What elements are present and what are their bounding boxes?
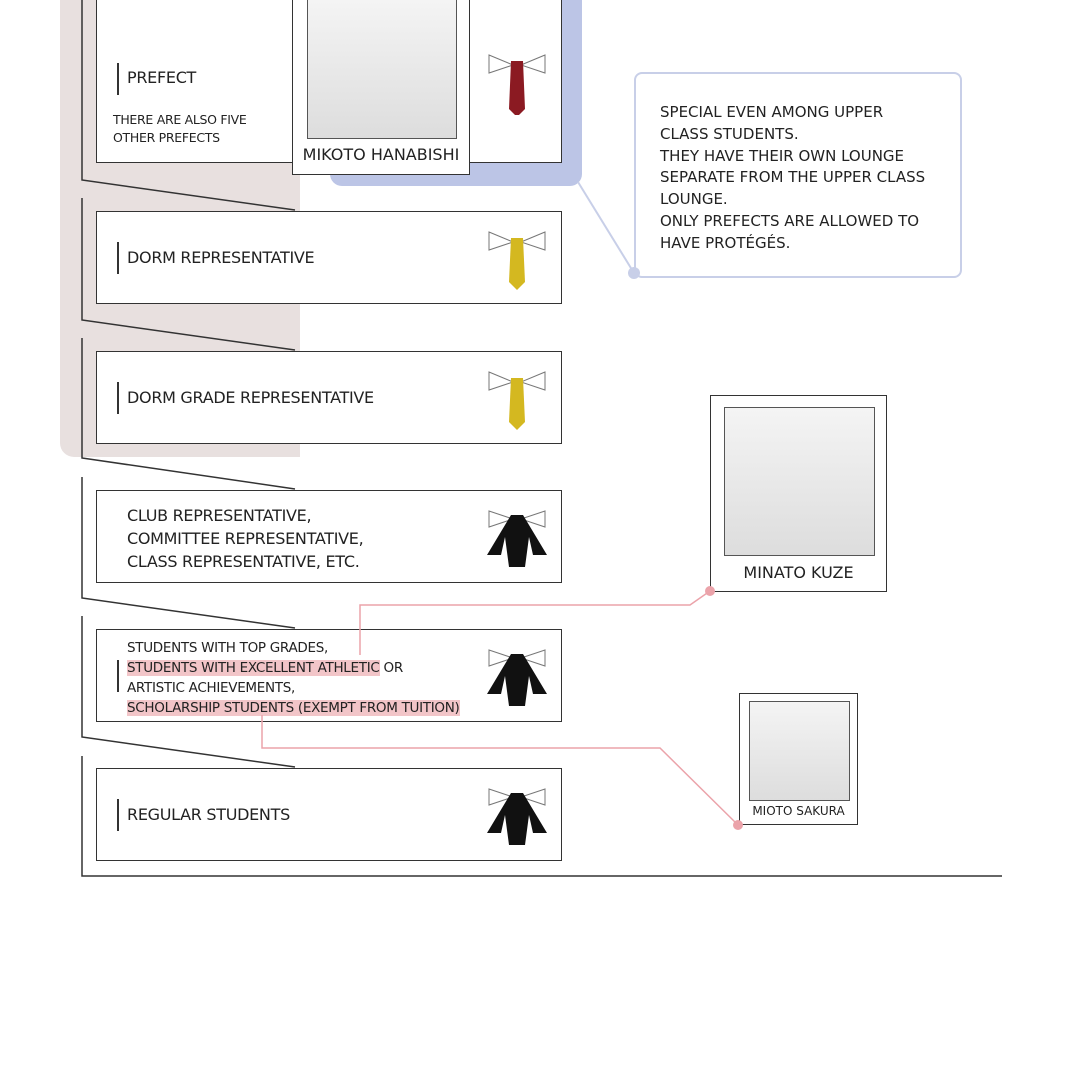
portrait-minato-kuze: MINATO KUZE [710, 395, 887, 592]
tier-dorm-grade-representative: DORM GRADE REPRESENTATIVE [96, 351, 562, 444]
tier-special-students: STUDENTS WITH TOP GRADES, STUDENTS WITH EXCELLENT ATHLETIC OR ARTISTIC ACHIEVEMENTS, SCHOLARSHIP STUDENTS (EXEMPT FROM TUITION) [96, 629, 562, 722]
tier-dorm-representative: DORM REPRESENTATIVE [96, 211, 562, 304]
portrait-mioto-sakura: MIOTO SAKURA [739, 693, 858, 825]
highlight-scholarship: SCHOLARSHIP STUDENTS (EXEMPT FROM TUITION) [127, 700, 460, 716]
link-dot-minato [705, 586, 715, 596]
highlight-athletic: STUDENTS WITH EXCELLENT ATHLETIC [127, 660, 380, 676]
tier-club-representative: CLUB REPRESENTATIVE, COMMITTEE REPRESENTATIVE, CLASS REPRESENTATIVE, ETC. [96, 490, 562, 583]
prefect-callout: SPECIAL EVEN AMONG UPPER CLASS STUDENTS. THEY HAVE THEIR OWN LOUNGE SEPARATE FROM THE UPPER CLASS LOUNGE. ONLY PREFECTS ARE ALLOWED TO HAVE PROTÉGÉS. [634, 72, 962, 278]
tier-label: PREFECT [127, 68, 197, 87]
link-dot-mioto [733, 820, 743, 830]
tier-regular-students: REGULAR STUDENTS [96, 768, 562, 861]
callout-dot [628, 267, 640, 279]
portrait-mikoto-hanabishi: MIKOTO HANABISHI [292, 0, 470, 175]
prefect-note: THERE ARE ALSO FIVE OTHER PREFECTS [113, 112, 247, 145]
